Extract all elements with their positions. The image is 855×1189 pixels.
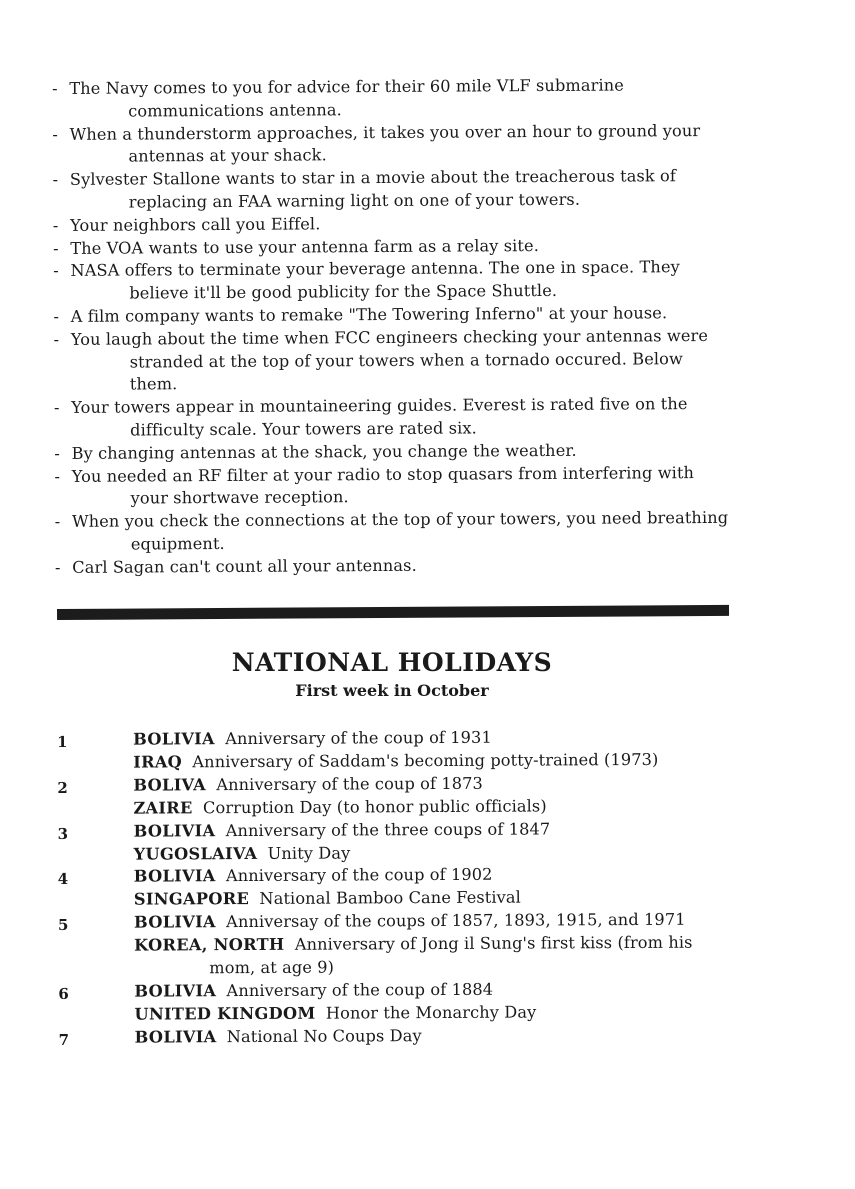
list-item: - Your towers appear in mountaineering guides. Everest is rated five on the difficulty scale. Your towers are rated six. <box>53 394 688 440</box>
day-number: 2 <box>57 778 68 797</box>
country-name: BOLIVIA <box>133 729 215 749</box>
list-item: - The Navy comes to you for advice for their 60 mile VLF submarine communications antenna. <box>52 75 624 121</box>
holiday-day <box>58 977 738 1026</box>
list-item-text: Your neighbors call you Eiffel. <box>70 214 321 235</box>
holiday-entry <box>133 817 737 843</box>
country-name: BOLIVIA <box>133 820 216 841</box>
list-item-text: When you check the connections at the top of your towers, you need breathing equipment. <box>71 508 729 554</box>
list-item-text: NASA offers to terminate your beverage antenna. The one in space. They believe it'll be good publicity for the Space Shuttle. <box>70 257 680 303</box>
section-title: NATIONAL HOLIDAYS <box>231 648 553 677</box>
holiday-entry <box>134 863 738 889</box>
holiday-description: National Bamboo Cane Festival <box>259 887 521 909</box>
holiday-day <box>57 817 737 866</box>
holiday-day <box>58 909 738 981</box>
list-item: - A film company wants to remake "The Towering Inferno" at your house. <box>53 303 668 326</box>
holiday-description: National No Coups Day <box>226 1025 422 1046</box>
holiday-entry <box>133 748 737 774</box>
list-item-text: When a thunderstorm approaches, it takes you over an hour to ground your antennas at your shack. <box>69 120 701 166</box>
list-item-text: You laugh about the time when FCC engineers checking your antennas were stranded at the top of your towers when a tornado occured. Below them. <box>70 325 709 394</box>
day-number: 5 <box>57 916 69 935</box>
holiday-description: Anniversary of the coup of 1873 <box>216 773 483 794</box>
day-number: 7 <box>58 1030 70 1049</box>
country-name: KOREA, NORTH <box>134 934 285 955</box>
holiday-description: Anniversary of Saddam's becoming potty-trained (1973) <box>192 749 659 772</box>
holiday-entry <box>133 771 737 797</box>
list-item: - When a thunderstorm approaches, it takes you over an hour to ground your antennas at your shack. <box>52 120 701 166</box>
list-item-text: Sylvester Stallone wants to star in a movie about the treacherous task of replacing an FAA warning light on one of your towers. <box>69 166 677 212</box>
holiday-description: Corruption Day (to honor public officials) <box>202 796 547 817</box>
country-name: BOLIVIA <box>134 981 217 1001</box>
holidays-list <box>57 725 739 1049</box>
list-item: - You laugh about the time when FCC engineers checking your antennas were stranded at the top of your towers when a tornado occured. Below them. <box>53 325 709 394</box>
list-item: - Your neighbors call you Eiffel. <box>52 214 321 235</box>
country-name: IRAQ <box>133 752 183 772</box>
list-item: - By changing antennas at the shack, you change the weather. <box>54 440 577 463</box>
list-item: - You needed an RF filter at your radio to stop quasars from interfering with your shortwave reception. <box>54 462 695 508</box>
list-item: - NASA offers to terminate your beverage antenna. The one in space. They believe it'll be good publicity for the Space Shuttle. <box>53 257 680 303</box>
holiday-day <box>57 771 737 820</box>
day-number: 6 <box>58 984 69 1003</box>
day-number: 1 <box>57 732 68 751</box>
holiday-description: Anniversary of the coup of 1884 <box>226 979 494 1001</box>
list-item-text: A film company wants to remake "The Towering Inferno" at your house. <box>70 303 668 326</box>
list-item: - Sylvester Stallone wants to star in a movie about the treacherous task of replacing an FAA warning light on one of your towers. <box>52 166 677 212</box>
list-item-text: You needed an RF filter at your radio to stop quasars from interfering with your shortwave reception. <box>71 462 695 508</box>
holiday-entry <box>134 840 738 866</box>
list-item-text: Your towers appear in mountaineering guides. Everest is rated five on the difficulty scale. Your towers are rated six. <box>71 394 688 440</box>
holiday-entry <box>133 725 737 751</box>
holiday-description: Anniversary of Jong il Sung's first kiss (from his mom, at age 9) <box>209 932 693 978</box>
holiday-description: Anniversay of the coups of 1857, 1893, 1915, and 1971 <box>226 909 686 932</box>
holiday-entry <box>134 1000 738 1026</box>
list-item: - The VOA wants to use your antenna farm as a relay site. <box>52 235 539 258</box>
holiday-entry <box>134 886 738 912</box>
country-name: BOLIVA <box>133 775 207 795</box>
section-subtitle: First week in October <box>295 681 489 700</box>
country-name: SINGAPORE <box>133 889 250 909</box>
holiday-day <box>58 863 738 912</box>
list-item-text: By changing antennas at the shack, you change the weather. <box>71 440 577 463</box>
holiday-description: Anniversary of the coup of 1931 <box>225 727 492 749</box>
country-name: YUGOSLAIVA <box>133 843 258 864</box>
holiday-day <box>57 725 737 774</box>
holiday-description: Anniversary of the coup of 1902 <box>225 865 493 886</box>
list-item-text: Carl Sagan can't count all your antennas. <box>72 555 417 577</box>
holiday-description: Unity Day <box>267 842 351 863</box>
country-name: UNITED KINGDOM <box>134 1003 316 1024</box>
list-item: - When you check the connections at the top of your towers, you need breathing equipment. <box>54 508 729 554</box>
holiday-description: Anniversary of the three coups of 1847 <box>225 819 551 840</box>
holiday-entry <box>134 909 738 935</box>
day-number: 3 <box>57 824 69 843</box>
country-name: BOLIVIA <box>133 866 216 887</box>
list-item-text: The Navy comes to you for advice for their 60 mile VLF submarine communications antenna. <box>69 75 624 121</box>
country-name: BOLIVIA <box>134 1026 217 1047</box>
section-divider <box>57 605 729 620</box>
holiday-entry <box>134 977 738 1003</box>
list-item: - Carl Sagan can't count all your antennas. <box>54 555 417 577</box>
country-name: ZAIRE <box>133 798 193 818</box>
holiday-entry <box>134 932 738 981</box>
list-item-text: The VOA wants to use your antenna farm as a relay site. <box>70 235 539 258</box>
antenna-jokes-list <box>52 74 735 580</box>
holiday-entry <box>133 794 737 820</box>
country-name: BOLIVIA <box>133 912 216 932</box>
day-number: 4 <box>57 870 69 889</box>
holiday-entry <box>135 1023 739 1049</box>
holiday-day <box>59 1023 739 1049</box>
holiday-description: Honor the Monarchy Day <box>325 1002 537 1023</box>
